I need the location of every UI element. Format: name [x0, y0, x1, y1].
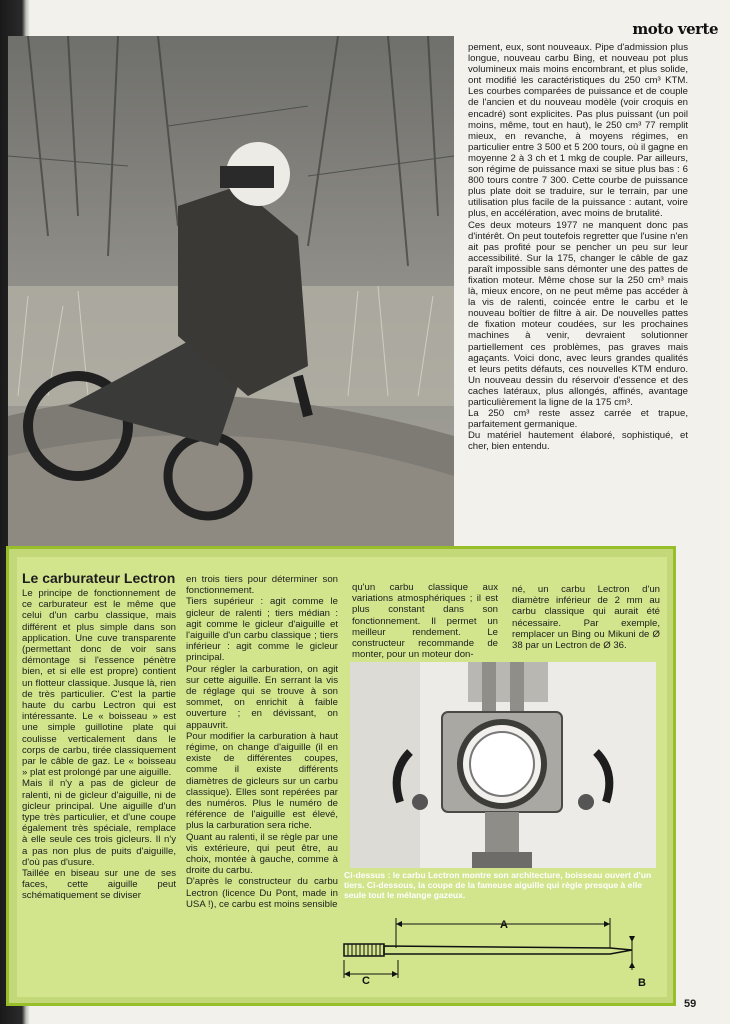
- box-paragraph: en trois tiers pour déterminer son fonctionnement.: [186, 574, 338, 597]
- box-paragraph: Le principe de fonctionnement de ce carburateur est le même que celui d'un carbu classique, mais différent et plus simple dans son application. Une cuve transparente (permettant donc de voir sans démontage si l'essence pénètre bien, et si elle est propre) contient un flotteur classique. Jusque là, rien de très particulier. C'est la partie haute du carbu Lectron qui est intéressante. Le « boisseau » est une simple guillotine plate qui coulisse verticalement dans le corps de carbu, tirée classiquement par le câble de gaz. Le « boisseau » plat est prolongé par une aiguille.: [22, 588, 176, 779]
- top-paragraph: pement, eux, sont nouveaux. Pipe d'admission plus longue, nouveau carbu Bing, et nouveau pot plus volumineux mais moins encombrant, et plus solide, ont modifié les caractéristiques du 250 cm³ KTM. Les courbes comparées de puissance et de couple de l'ancien et du nouveau modèle (voir croquis en encadré) sont explicites. Pas plus puissant (un poil moins, même, tout en haut), le 250 cm³ 77 remplit mieux, en revanche, à moyens régimes, en particulier entre 3 500 et 5 200 tours, où il gagne en moyenne 2 à 3 ch et 1 mkg de couple. Par ailleurs, son régime de puissance maxi se situe plus bas : 6 800 tours contre 7 300. Cette courbe de puissance plus plate doit se traduire, sur le terrain, par une utilisation plus facile de la puissance : autant, voire plus, en accélération, avec moins de brutalité.: [468, 42, 688, 220]
- rider-photo: [8, 36, 454, 546]
- box-heading: Le carburateur Lectron: [22, 570, 176, 586]
- box-paragraph: Pour modifier la carburation à haut régime, on change d'aiguille (il en existe de différentes coupes, comme il existe différents diamètres de gicleurs sur un carbu classique). Elles sont repérées par des numéros. Plus le numéro de référence de l'aiguille est élevé, plus la carburation sera riche.: [186, 730, 338, 832]
- top-article-column: [468, 42, 688, 452]
- box-paragraph: Pour régler la carburation, on agit sur cette aiguille. En serrant la vis de réglage qui se trouve à son sommet, on enrichit à faible ouverture ; en dévissant, on appauvrit.: [186, 663, 338, 731]
- label-a: A: [500, 919, 508, 931]
- top-paragraph: Ces deux moteurs 1977 ne manquent donc pas d'intérêt. On peut toutefois regretter que l'usine n'en ait pas profité pour se pencher un peu sur leur accessibilité. Sur la 175, changer le câble de gaz paraît impossible sans démonter une des pattes de fixation moteur. Même chose sur la 250 cm³ mais là, mieux encore, on ne peut même pas accéder à la vis de ralenti, coincée entre le carbu et le nouveau boîtier de filtre à air. De nouvelles pattes de fixation moteur coudées, sur les prochaines machines à venir, devraient solutionner partiellement ces problèmes, pas graves mais agaçants. Voici donc, avec leurs grandes qualités et leurs petits défauts, ces nouvelles KTM enduro. Un nouveau dessin du réservoir d'essence et des caches latéraux, plus allongés, affinés, avantage particulièrement la ligne de la 175 cm³.: [468, 219, 688, 408]
- box-column-2: [186, 574, 338, 910]
- top-paragraph: Du matériel hautement élaboré, sophistiqué, et cher, bien entendu.: [468, 430, 688, 453]
- top-paragraph: La 250 cm³ reste assez carrée et trapue, parfaitement germanique.: [468, 408, 688, 431]
- label-b: B: [638, 977, 646, 989]
- box-paragraph: Mais il n'y a pas de gicleur de ralenti, ni de gicleur d'aiguille, ni de gicleur principal. Une aiguille d'un type très particulier, et d'une coupe également très spéciale, remplace à elle seule ces trois gicleurs. Il n'y a pas non plus de puits d'aiguille, d'où pas d'usure.: [22, 778, 176, 868]
- carburetor-photo: [350, 662, 656, 868]
- carburetor-caption: Ci-dessus : le carbu Lectron montre son architecture, boisseau ouvert d'un tiers. Ci-dessous, la coupe de la fameuse aiguille qui règle presque à elle seule tout le mélange gazeux.: [344, 870, 652, 900]
- box-paragraph: Quant au ralenti, il se règle par une vis extérieure, qui peut être, au choix, montée à gauche, comme à droite du carbu.: [186, 831, 338, 877]
- box-paragraph: qu'un carbu classique aux variations atmosphériques ; il est plus constant dans son fonctionnement. Il permet un meilleur rendement. Le constructeur recommande de monter, pour un moteur don-: [352, 582, 498, 661]
- label-c: C: [362, 975, 370, 987]
- page-number: 59: [684, 998, 697, 1010]
- box-paragraph: né, un carbu Lectron d'un diamètre inférieur de 2 mm au carbu classique qui aurait été nécessaire. Par exemple, remplacer un Bing ou Mikuni de Ø 38 par un Lectron de Ø 36.: [512, 584, 660, 652]
- box-paragraph: D'après le constructeur du carbu Lectron (licence Du Pont, made in USA !), ce carbu est moins sensible: [186, 876, 338, 910]
- box-paragraph: Tiers supérieur : agit comme le gicleur de ralenti ; tiers médian : agit comme le gicleur d'aiguille et l'aiguille d'un carbu classique ; tiers inférieur : agit comme le gicleur principal.: [186, 596, 338, 664]
- needle-diagram: [340, 912, 662, 992]
- box-column-3: [352, 582, 498, 660]
- box-column-1: [22, 570, 176, 902]
- magazine-logo: moto verte: [632, 20, 718, 38]
- box-paragraph: Taillée en biseau sur une de ses faces, cette aiguille peut schématiquement se diviser: [22, 868, 176, 902]
- box-column-4: [512, 584, 660, 651]
